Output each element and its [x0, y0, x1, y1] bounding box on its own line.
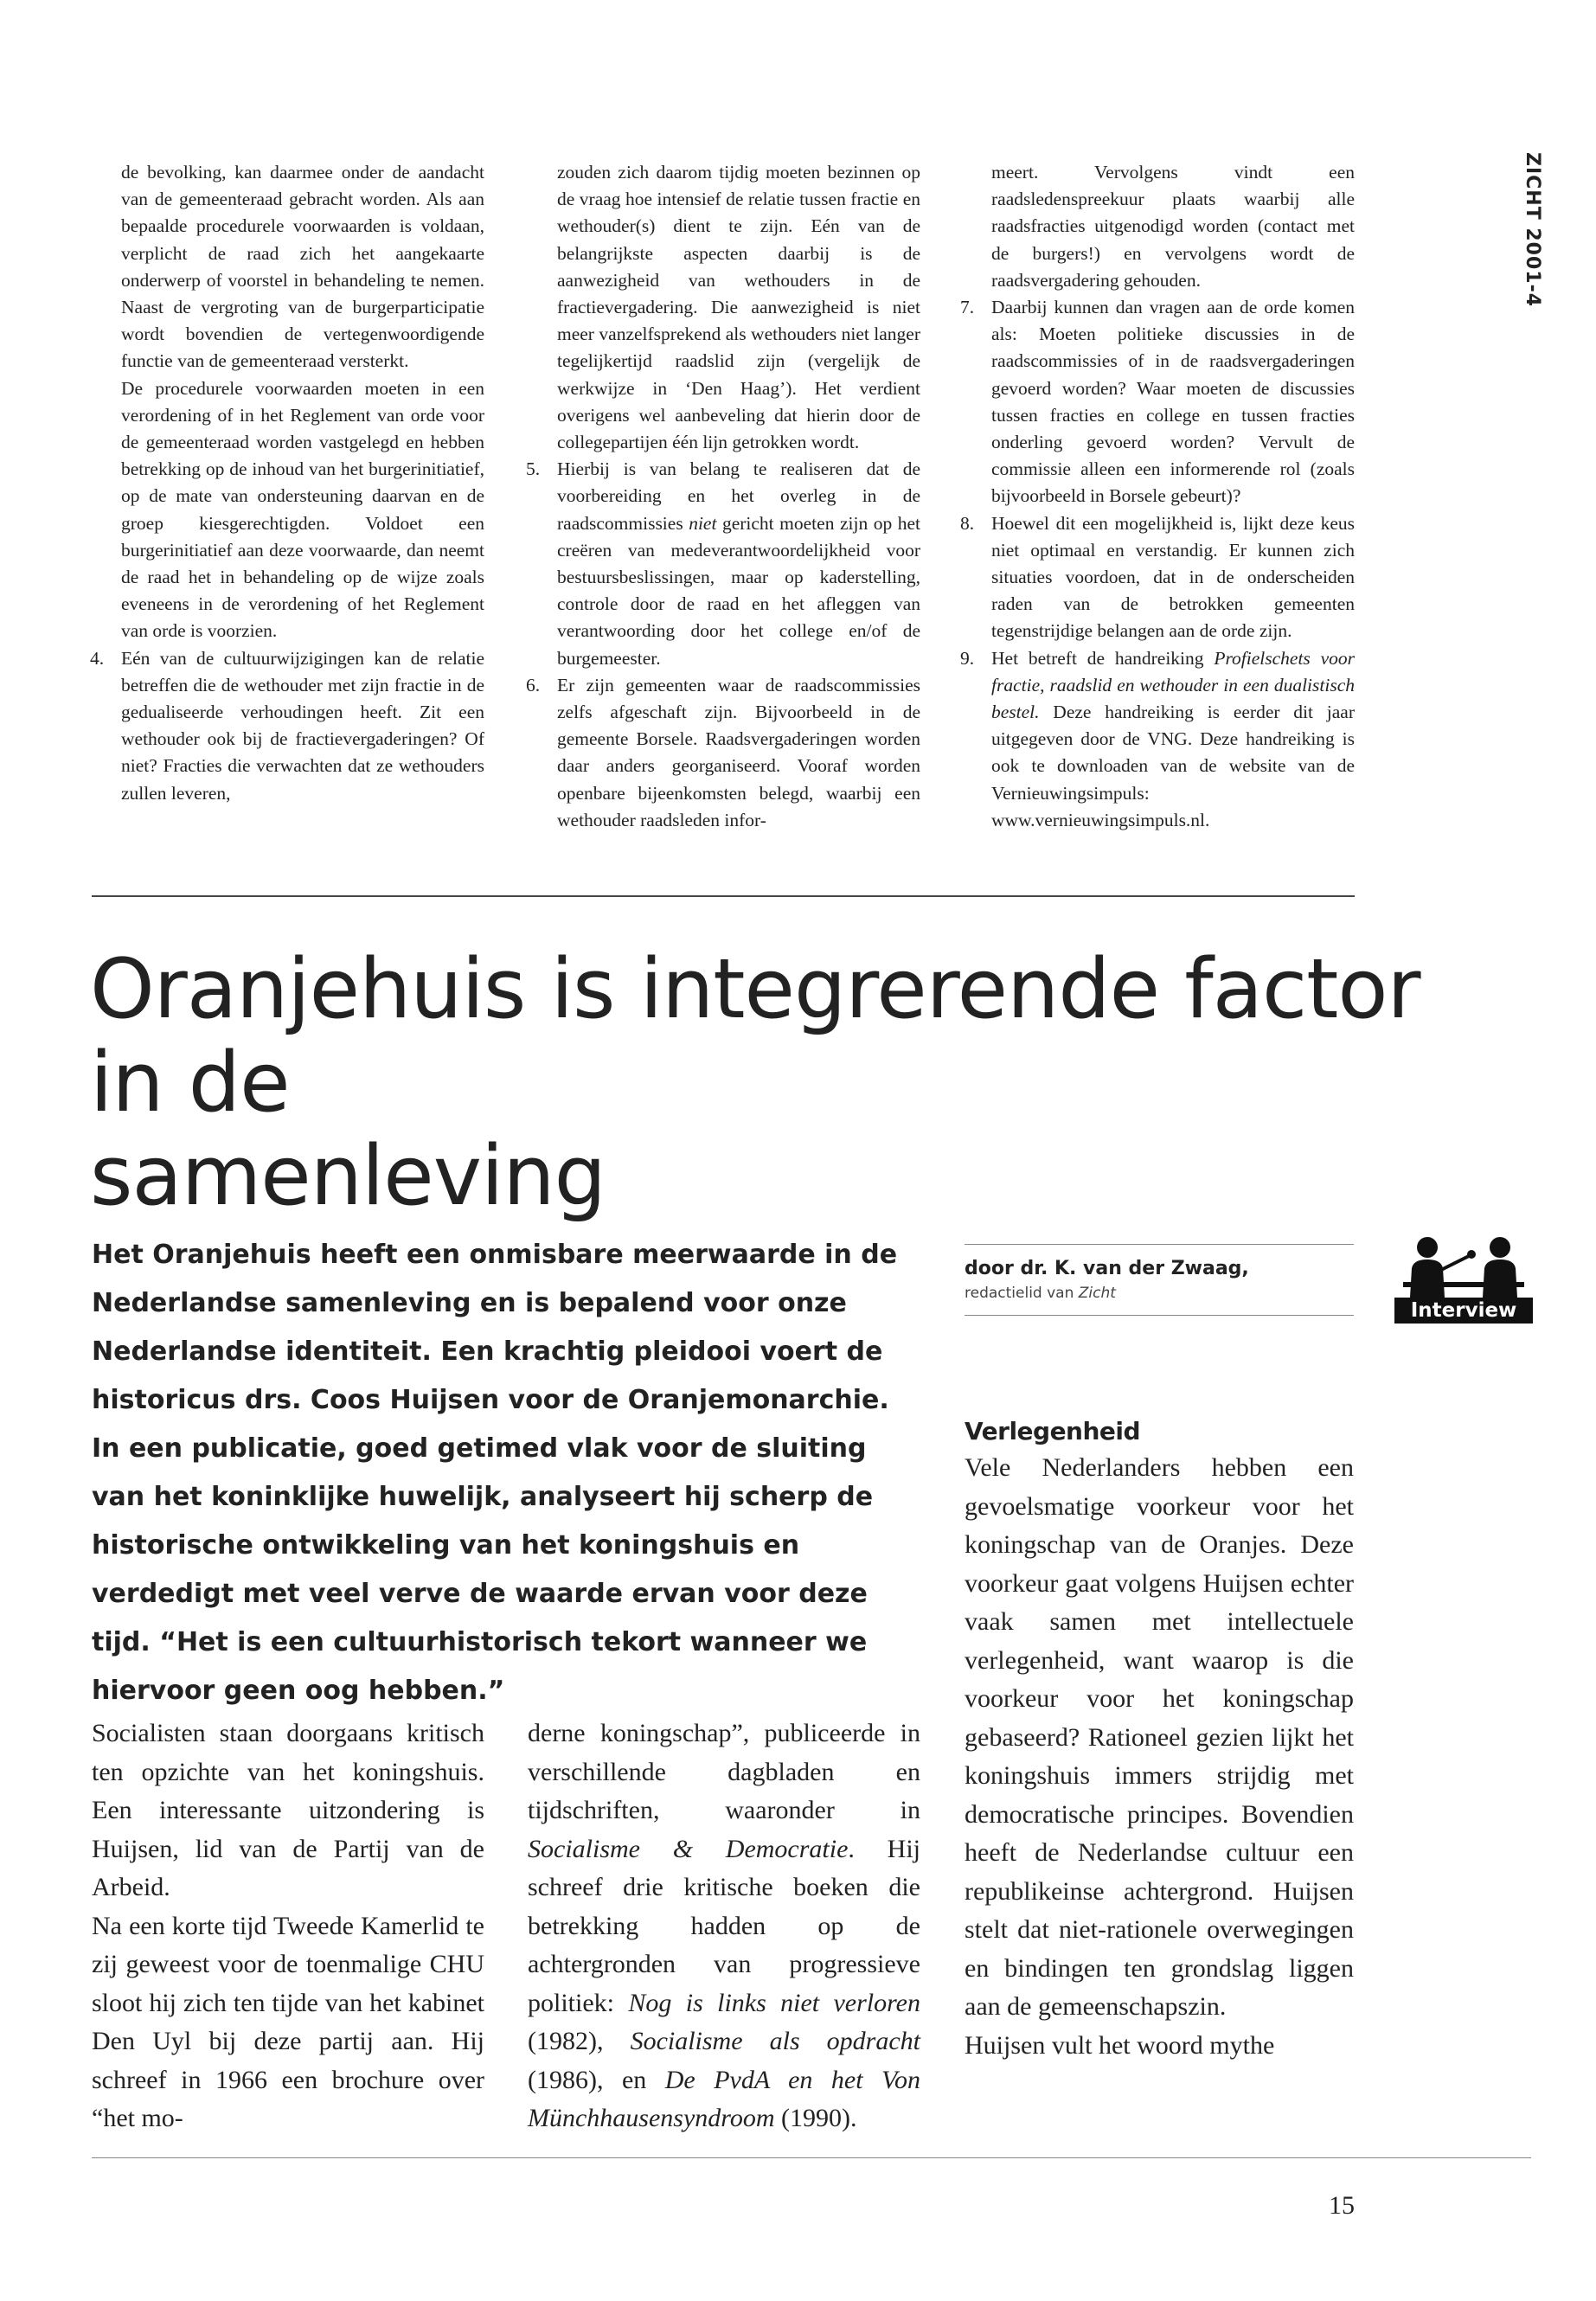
article-paragraph: Huijsen vult het woord mythe: [965, 2030, 1275, 2060]
col1-paragraph-1: de bevolking, kan daarmee onder de aandacht van de gemeenteraad gebracht worden. Als aan bepaalde procedurele voorwaarden is voldaan, verplicht de raad zich het aangekaarte onderwerp of voorstel in behandeling te nemen. Naast de vergroting van de burgerparticipatie wordt bovendien de vertegenwoordigende functie van de gemeenteraad versterkt.: [121, 162, 484, 372]
note-item-9: [960, 645, 1355, 834]
article-paragraph: derne koningschap”, publiceerde in verschillende dagbladen en tijdschriften, waaronder in Socialisme & Democratie. Hij schreef drie kritische boeken die betrekking hadden op de achtergronden van progressieve politiek: Nog is links niet verloren (1982), Socialisme als opdracht (1986), en De PvdA en het Von Münchhausensyndroom (1990).: [528, 1719, 921, 2132]
book-title: De PvdA en het Von Münchhausensyndroom: [528, 2065, 921, 2132]
page-number: 15: [1329, 2191, 1355, 2220]
note-emphasis: Profielschets voor fractie, raadslid en wethouder in een dualistisch bestel.: [991, 647, 1355, 723]
note-number: 7.: [960, 297, 975, 318]
note-number: 4.: [90, 647, 105, 669]
article-paragraph: Na een korte tijd Tweede Kamerlid te zij geweest voor de toenmalige CHU sloot hij zich ten tijde van het kabinet Den Uyl bij deze partij aan. Hij schreef in 1966 een brochure over “het mo-: [92, 1911, 484, 2132]
note-number: 8.: [960, 512, 975, 534]
note-text: Hoewel dit een mogelijkheid is, lijkt deze keus niet optimaal en verstandig. Er kunnen zich situaties voordoen, dat in de onderscheiden raden van de betrokken gemeenten tegenstrijdige belangen aan de orde zijn.: [991, 512, 1355, 642]
note-text: Het betreft de handreiking: [991, 647, 1215, 669]
note-emphasis: niet: [689, 512, 717, 534]
note-text: Hierbij is van belang te realiseren dat de voorbereiding en het overleg in de raadscommissies: [557, 458, 920, 534]
book-title: Socialisme & Democratie: [528, 1834, 849, 1863]
col3-paragraph-1: meert. Vervolgens vindt een raadsledenspreekuur plaats waarbij alle raadsfracties uitgenodigd worden (contact met de burgers!) en vervolgens wordt de raadsvergadering gehouden.: [991, 162, 1355, 291]
note-item-7: [960, 294, 1355, 510]
byline-rule-top: [965, 1244, 1354, 1245]
note-number: 5.: [526, 458, 541, 480]
byline-role: redactielid van Zicht: [965, 1285, 1116, 1302]
article-headline: [90, 943, 1509, 1223]
note-text: Eén van de cultuurwijzigingen kan de relatie betreffen die de wethouder met zijn fractie in de gedualiseerde verhoudingen heeft. Zit een wethouder ook bij de fractievergaderingen? Of niet? Fracties die verwachten dat ze wethouders zullen leveren,: [121, 647, 484, 804]
article-paragraph: Socialisten staan doorgaans kritisch ten opzichte van het koningshuis. Een interessante uitzondering is Huijsen, lid van de Partij van de Arbeid.: [92, 1719, 484, 1901]
article-column-2: [528, 1715, 920, 2138]
interview-icon: [1394, 1230, 1533, 1299]
sidebar-label: ZICHT 2001-4: [1522, 152, 1543, 308]
note-item-4: [90, 645, 484, 807]
byline-author: door dr. K. van der Zwaag,: [965, 1258, 1249, 1279]
top-column-2: [526, 159, 920, 834]
byline-rule-bottom: [965, 1315, 1354, 1316]
byline: [965, 1256, 1354, 1304]
article-lead: Het Oranjehuis heeft een onmisbare meerwaarde in de Nederlandse samenleving en is bepalend voor onze Nederlandse identiteit. Een krachtig pleidooi voert de historicus drs. Coos Huijsen voor de Oranjemonarchie. In een publicatie, goed getimed vlak voor de sluiting van het koninklijke huwelijk, analyseert hij scherp de historische ontwikkeling van het koningshuis en verdedigt met veel verve de waarde ervan voor deze tijd. “Het is een cultuurhistorisch tekort wanneer we hiervoor geen oog hebben.”: [92, 1240, 898, 1706]
note-item-6: [526, 672, 920, 834]
col2-paragraph-1: zouden zich daarom tijdig moeten bezinnen op de vraag hoe intensief de relatie tussen fractie en wethouder(s) dient te zijn. Eén van de belangrijkste aspecten daarbij is de aanwezigheid van wethouders in de fractievergadering. Die aanwezigheid is niet meer vanzelfsprekend als wethouders niet langer tegelijkertijd raadslid zijn (vergelijk de werkwijze in ‘Den Haag’). Het verdient overigens wel aanbeveling dat hierin door de collegepartijen één lijn getrokken wordt.: [557, 162, 920, 453]
book-title: Socialisme als opdracht: [630, 2027, 921, 2055]
article-paragraph: Vele Nederlanders hebben een gevoelsmatige voorkeur voor het koningschap van de Oranjes. Deze voorkeur gaat volgens Huijsen echter vaak samen met intellectuele verlegenheid, want waarop is die voorkeur voor het koningschap gebaseerd? Rationeel gezien lijkt het koningshuis immers strijdig met democratische principes. Bovendien heeft de Nederlandse cultuur een republikeinse achtergrond. Huijsen stelt dat niet-rationele overwegingen en bindingen ten grondslag liggen aan de gemeenschapszin.: [965, 1453, 1354, 2021]
note-text: gericht moeten zijn op het creëren van medeverantwoordelijkheid voor bestuursbeslissingen, maar op kaderstelling, controle door de raad en het afleggen van verantwoording door het college en/of de burgemeester.: [557, 512, 920, 669]
top-column-3: [960, 159, 1355, 834]
col1-paragraph-2: De procedurele voorwaarden moeten in een verordening of in het Reglement van orde voor de gemeenteraad worden vastgelegd en hebben betrekking op de inhoud van het burgerinitiatief, op de mate van ondersteuning daarvan en de groep kiesgerechtigden. Voldoet een burgerinitiatief aan deze voorwaarde, dan neemt de raad het in behandeling op de wijze zoals eveneens in de verordening of het Reglement van orde is voorzien.: [121, 377, 484, 642]
subheading: Verlegenheid: [965, 1417, 1141, 1445]
top-column-1: [90, 159, 484, 807]
headline-line-2: samenleving: [90, 1129, 606, 1224]
article-column-1: [92, 1715, 484, 2138]
note-text: Deze handreiking is eerder dit jaar uitgegeven door de VNG. Deze handreiking is ook te downloaden van de website van de Vernieuwingsimpuls: www.vernieuwingsimpuls.nl.: [991, 702, 1355, 830]
note-text: Er zijn gemeenten waar de raadscommissies zelfs afgeschaft zijn. Bijvoorbeeld in de gemeente Borsele. Raadsvergaderingen worden daar anders georganiseerd. Vooraf worden openbare bijeenkomsten belegd, waarbij een wethouder raadsleden infor-: [557, 674, 920, 830]
headline-line-1: Oranjehuis is integrerende factor in de: [90, 942, 1420, 1131]
article-column-3: [965, 1414, 1354, 2065]
book-title: Nog is links niet verloren: [628, 1988, 920, 2017]
divider-top: [92, 895, 1355, 897]
note-number: 6.: [526, 674, 541, 695]
divider-bottom: [92, 2157, 1531, 2158]
note-number: 9.: [960, 647, 975, 669]
interview-badge: [1394, 1230, 1533, 1324]
note-item-5: [526, 456, 920, 672]
note-text: Daarbij kunnen dan vragen aan de orde komen als: Moeten politieke discussies in de raadscommissies of in de raadsvergaderingen gevoerd worden? Waar moeten de discussies tussen fracties en college en tussen fracties onderling gevoerd worden? Vervult de commissie alleen een informerende rol (zoals bijvoorbeeld in Borsele gebeurt)?: [991, 297, 1355, 507]
interview-label: Interview: [1394, 1298, 1533, 1324]
note-item-8: [960, 510, 1355, 645]
